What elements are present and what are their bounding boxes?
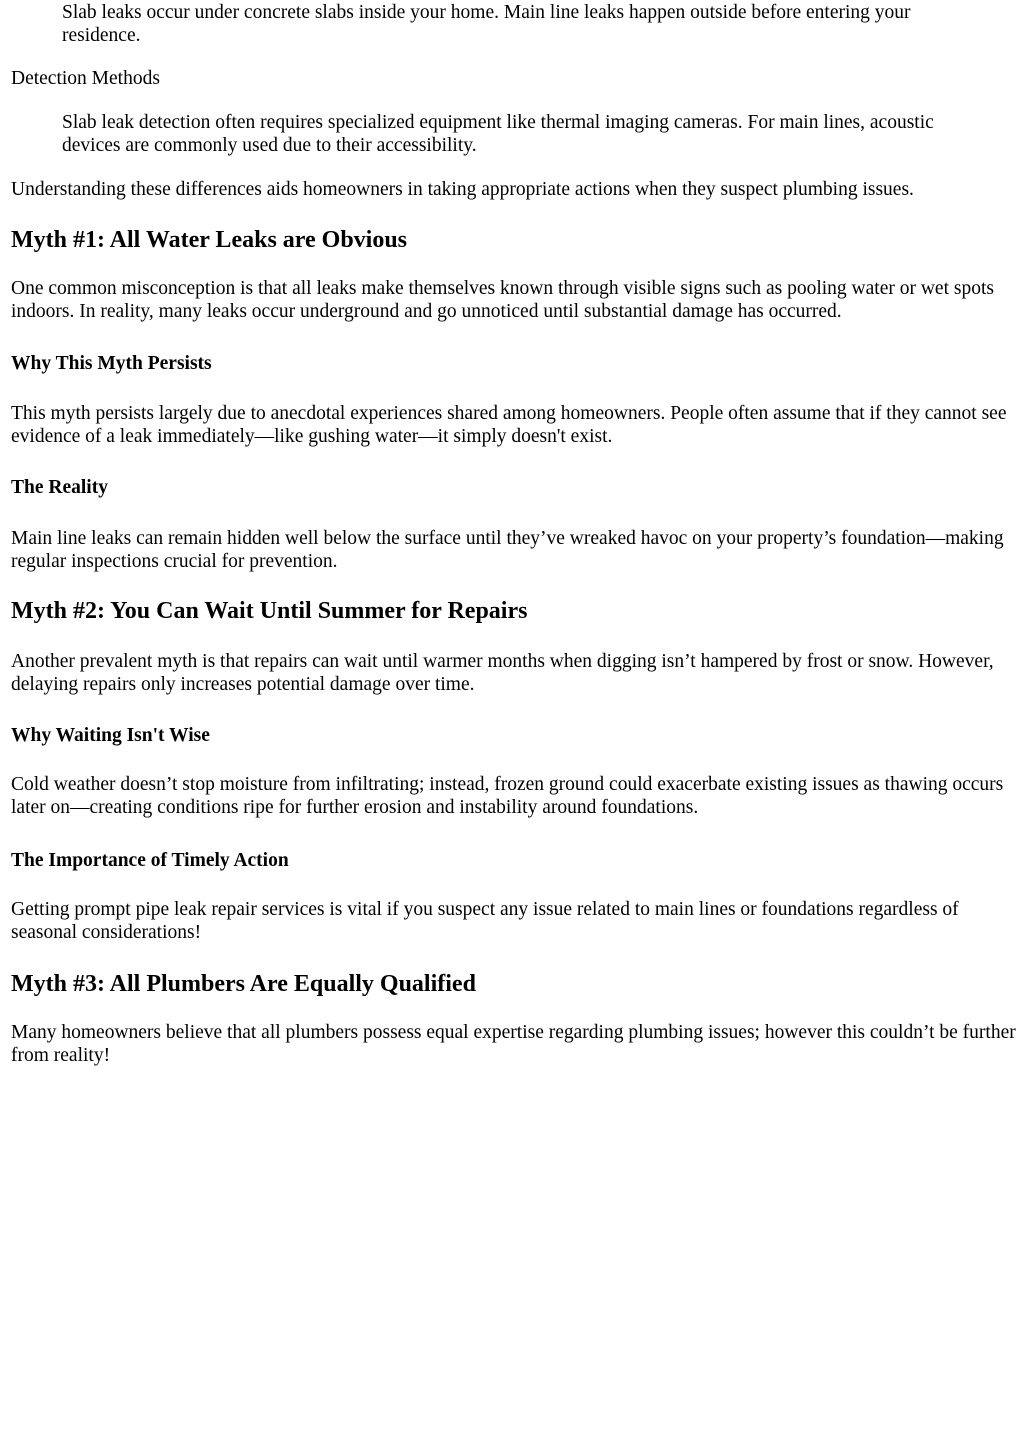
detection-methods-description: Slab leak detection often requires specialized equipment like thermal imaging cameras. For main lines, acoustic devices are commonly used due to their accessibility. bbox=[62, 112, 934, 157]
myth-1-why-text: This myth persists largely due to anecdotal experiences shared among homeowners. People often assume that if they cannot see evidence of a leak immediately—like gushing water—it simply doesn't exist. bbox=[11, 403, 1007, 448]
myth-3-heading: Myth #3: All Plumbers Are Equally Qualified bbox=[11, 971, 476, 997]
myth-2-intro: Another prevalent myth is that repairs can wait until warmer months when digging isn’t hampered by frost or snow. However, delaying repairs only increases potential damage over time. bbox=[11, 651, 994, 696]
understanding-paragraph: Understanding these differences aids homeowners in taking appropriate actions when they suspect plumbing issues. bbox=[11, 179, 914, 200]
myth-3-intro: Many homeowners believe that all plumbers possess equal expertise regarding plumbing issues; however this couldn’t be further from reality! bbox=[11, 1022, 1016, 1067]
detection-methods-label: Detection Methods bbox=[11, 68, 160, 89]
myth-1-intro: One common misconception is that all leaks make themselves known through visible signs such as pooling water or wet spots indoors. In reality, many leaks occur underground and go unnoticed until substantial damage has occurred. bbox=[11, 278, 994, 323]
slab-vs-main-description: Slab leaks occur under concrete slabs inside your home. Main line leaks happen outside before entering your residence. bbox=[62, 2, 911, 47]
myth-2-why-text: Cold weather doesn’t stop moisture from infiltrating; instead, frozen ground could exacerbate existing issues as thawing occurs later on—creating conditions ripe for further erosion and instability around foundations. bbox=[11, 774, 1004, 819]
myth-2-why-heading: Why Waiting Isn't Wise bbox=[11, 725, 210, 746]
myth-1-reality-text: Main line leaks can remain hidden well below the surface until they’ve wreaked havoc on your property’s foundation—making regular inspections crucial for prevention. bbox=[11, 528, 1004, 573]
myth-2-timely-heading: The Importance of Timely Action bbox=[11, 850, 289, 871]
myth-2-heading: Myth #2: You Can Wait Until Summer for Repairs bbox=[11, 598, 528, 624]
myth-1-heading: Myth #1: All Water Leaks are Obvious bbox=[11, 227, 408, 253]
myth-1-reality-heading: The Reality bbox=[11, 477, 108, 498]
myth-1-why-heading: Why This Myth Persists bbox=[11, 353, 212, 374]
myth-2-timely-text: Getting prompt pipe leak repair services is vital if you suspect any issue related to main lines or foundations regardless of seasonal considerations! bbox=[11, 899, 959, 944]
